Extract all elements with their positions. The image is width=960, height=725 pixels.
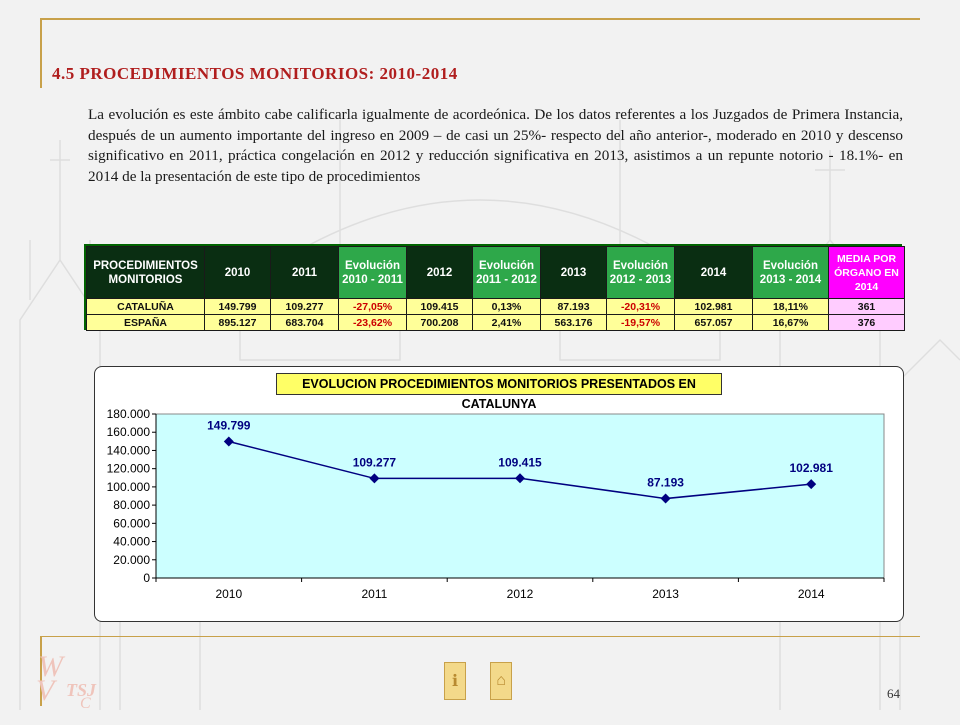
y-tick-label: 160.000 xyxy=(106,425,150,440)
table-cell: 683.704 xyxy=(271,315,339,331)
y-tick-label: 20.000 xyxy=(113,552,150,567)
table-row-espana xyxy=(87,315,905,331)
data-label: 149.799 xyxy=(207,418,251,433)
table-cell: -23,62% xyxy=(339,315,407,331)
table-cell: 895.127 xyxy=(205,315,271,331)
section-heading: 4.5 PROCEDIMIENTOS MONITORIOS: 2010-2014 xyxy=(52,64,458,83)
table-cell: -19,57% xyxy=(607,315,675,331)
y-tick-label: 120.000 xyxy=(106,461,150,476)
chart-title: EVOLUCION PROCEDIMIENTOS MONITORIOS PRESENTADOS EN CATALUNYA xyxy=(276,373,722,395)
header-evol-2010-2011: Evolución 2010 - 2011 xyxy=(339,247,407,299)
x-tick-label: 2014 xyxy=(797,587,825,601)
y-tick-label: 0 xyxy=(143,571,150,585)
x-tick-label: 2012 xyxy=(506,587,534,601)
header-2012: 2012 xyxy=(407,247,473,299)
table-cell: 18,11% xyxy=(753,299,829,315)
table-cell: -27,05% xyxy=(339,299,407,315)
info-icon: ℹ xyxy=(451,673,459,690)
table-cell: 657.057 xyxy=(675,315,753,331)
table-cell: 700.208 xyxy=(407,315,473,331)
y-tick-label: 40.000 xyxy=(113,534,150,549)
home-button[interactable] xyxy=(490,662,512,700)
x-tick-label: 2013 xyxy=(652,587,679,601)
page-number: 64 xyxy=(887,686,900,701)
frame-bottom-line xyxy=(40,636,920,637)
data-label: 109.415 xyxy=(498,455,542,470)
row-label: CATALUÑA xyxy=(87,299,205,315)
info-button[interactable] xyxy=(444,662,466,700)
frame-left-line xyxy=(40,18,42,88)
header-2011: 2011 xyxy=(271,247,339,299)
table-cell: 109.277 xyxy=(271,299,339,315)
table-cell: 563.176 xyxy=(541,315,607,331)
table-cell: 376 xyxy=(829,315,905,331)
header-2010: 2010 xyxy=(205,247,271,299)
table-cell: 16,67% xyxy=(753,315,829,331)
tsj-logo xyxy=(36,648,106,708)
header-2014: 2014 xyxy=(675,247,753,299)
data-label: 87.193 xyxy=(647,475,684,490)
table-cell: 0,13% xyxy=(473,299,541,315)
svg-text:C: C xyxy=(80,695,91,708)
data-table-container xyxy=(84,244,902,330)
row-label: ESPAÑA xyxy=(87,315,205,331)
x-tick-label: 2010 xyxy=(215,587,243,601)
svg-text:W: W xyxy=(38,650,63,683)
table-cell: 361 xyxy=(829,299,905,315)
y-tick-label: 100.000 xyxy=(106,479,150,494)
header-evol-2012-2013: Evolución 2012 - 2013 xyxy=(607,247,675,299)
table-header-row xyxy=(87,247,905,299)
header-evol-2013-2014: Evolución 2013 - 2014 xyxy=(753,247,829,299)
frame-top-line xyxy=(40,18,920,20)
y-tick-label: 80.000 xyxy=(113,498,150,513)
table-cell: -20,31% xyxy=(607,299,675,315)
intro-paragraph: La evolución es este ámbito cabe calificarla igualmente de acordeónica. De los datos referentes a los Juzgados de Primera Instancia, después de un aumento importante del ingreso en 2009 – de casi un 25%- respecto del año anterior-, moderado en 2010 y descenso significativo en 2011, práctica congelación en 2012 y reducción significativa en 2013, asistimos a un repunte notorio - 18.1%- en 2014 de la presentación de este tipo de procedimientos xyxy=(88,106,903,185)
table-cell: 149.799 xyxy=(205,299,271,315)
logo-text: TSJ xyxy=(66,680,97,700)
y-tick-label: 180.000 xyxy=(106,407,150,421)
x-tick-label: 2011 xyxy=(361,587,388,601)
header-evol-2011-2012: Evolución 2011 - 2012 xyxy=(473,247,541,299)
header-2013: 2013 xyxy=(541,247,607,299)
data-label: 102.981 xyxy=(789,461,833,476)
table-cell: 87.193 xyxy=(541,299,607,315)
svg-text:V: V xyxy=(36,674,55,707)
table-cell: 102.981 xyxy=(675,299,753,315)
data-table xyxy=(86,246,905,331)
header-media: MEDIA POR ÓRGANO EN 2014 xyxy=(829,247,905,299)
plot-area xyxy=(156,414,884,578)
y-tick-label: 60.000 xyxy=(113,516,150,531)
y-tick-label: 140.000 xyxy=(106,443,150,458)
data-label: 109.277 xyxy=(352,455,397,470)
home-icon: ⌂ xyxy=(496,672,506,689)
table-cell: 109.415 xyxy=(407,299,473,315)
table-cell: 2,41% xyxy=(473,315,541,331)
table-row-cataluna xyxy=(87,299,905,315)
header-label: PROCEDIMIENTOS MONITORIOS xyxy=(87,247,205,299)
